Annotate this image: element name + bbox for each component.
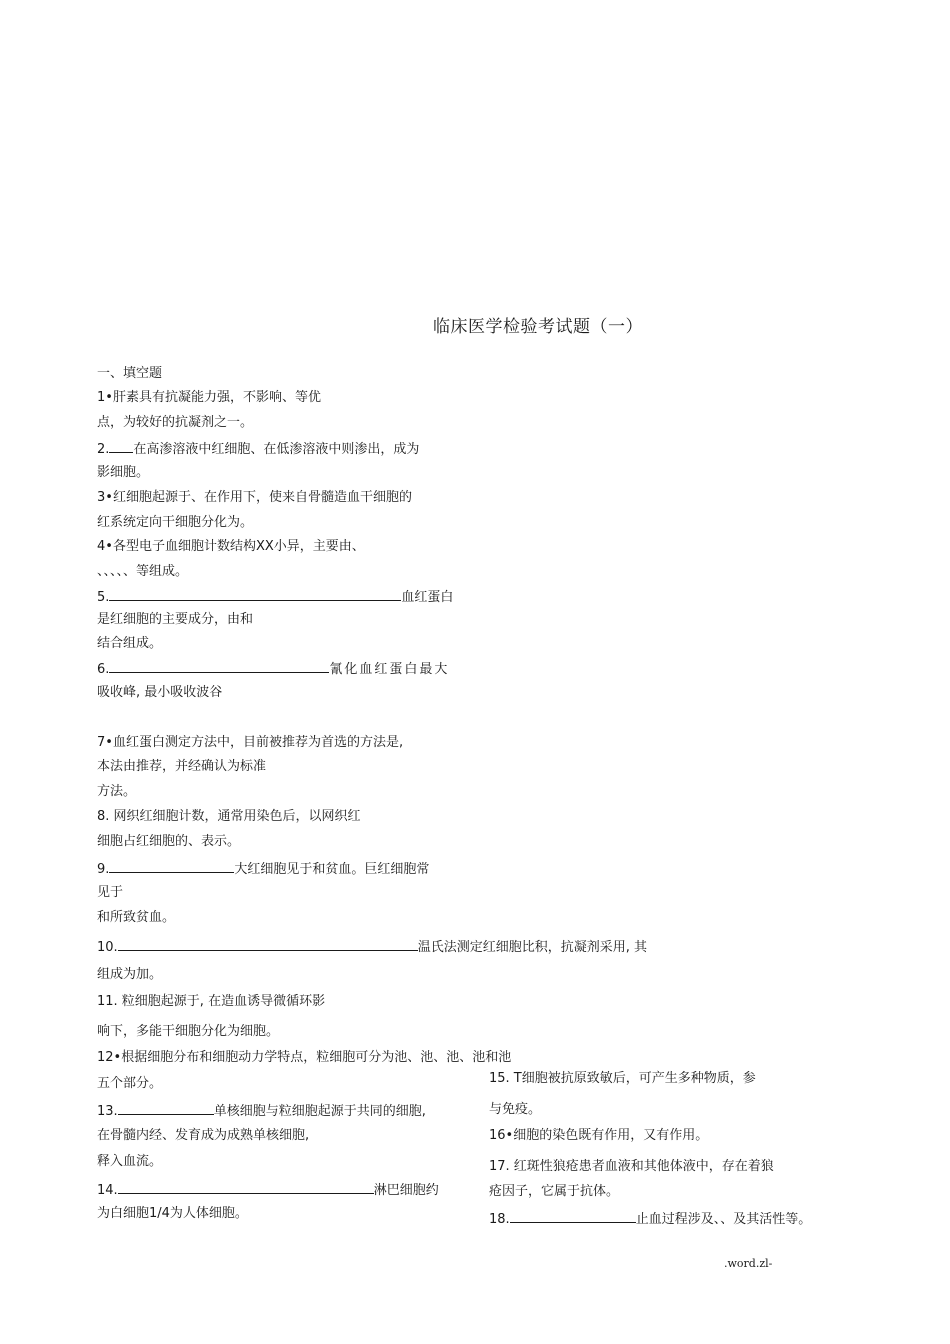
question-14-number: 14. (97, 1183, 118, 1198)
section-heading: 一、填空题 (97, 366, 163, 381)
question-1-line-2: 点，为较好的抗凝剂之一。 (97, 415, 254, 430)
question-2-line-2: 影细胞。 (97, 465, 150, 480)
question-8-line-2: 细胞占红细胞的、表示。 (97, 834, 241, 849)
question-9-line-2: 见于 (97, 885, 124, 900)
question-5-number: 5. (97, 590, 110, 605)
question-14-line-2: 为白细胞1/4为人体细胞。 (97, 1206, 248, 1221)
question-7-line-1: 7•血红蛋白测定方法中，目前被推荐为首选的方法是, (97, 735, 404, 750)
question-4-line-2: 、、、、、等组成。 (97, 564, 189, 579)
question-16-line-1: 16•细胞的染色既有作用，又有作用。 (489, 1128, 709, 1143)
question-13-line-3: 释入血流。 (97, 1154, 163, 1169)
question-14-line-1 (97, 1181, 439, 1199)
question-5-text: 血红蛋白 (401, 590, 454, 605)
question-1-line-1: 1•肝素具有抗凝能力强，不影响、等优 (97, 390, 321, 405)
question-18-text: 止血过程涉及、、及其活性等。 (635, 1212, 812, 1227)
answer-blank (118, 1181, 374, 1194)
answer-blank (118, 938, 418, 951)
question-10-number: 10. (97, 940, 118, 955)
question-6-number: 6. (97, 662, 110, 677)
answer-blank (510, 1210, 636, 1223)
page-footer: .word.zl- (724, 1257, 773, 1270)
answer-blank (109, 588, 401, 601)
question-13-line-2: 在骨髓内经、发育成为成熟单核细胞, (97, 1128, 310, 1143)
question-7-line-2: 本法由推荐，并经确认为标准 (97, 759, 267, 774)
question-5-line-1 (97, 588, 453, 606)
question-14-text: 淋巴细胞约 (373, 1183, 439, 1198)
question-6-line-2: 吸收峰, 最小吸收波谷 (97, 685, 223, 700)
question-13-text: 单核细胞与粒细胞起源于共同的细胞, (213, 1104, 426, 1119)
question-8-line-1: 8. 网织红细胞计数，通常用染色后，以网织红 (97, 809, 361, 824)
answer-blank (109, 440, 133, 453)
question-13-number: 13. (97, 1104, 118, 1119)
answer-blank (109, 660, 329, 673)
question-15-line-1: 15. T细胞被抗原致敏后，可产生多种物质，参 (489, 1071, 756, 1086)
question-5-line-2: 是红细胞的主要成分，由和 (97, 612, 254, 627)
question-11-line-1: 11. 粒细胞起源于, 在造血诱导微循环影 (97, 994, 326, 1009)
question-10-line-1 (97, 938, 647, 956)
question-9-line-3: 和所致贫血。 (97, 910, 176, 925)
document-title: 临床医学检验考试题（一） (433, 317, 643, 337)
question-15-line-2: 与免疫。 (489, 1102, 542, 1117)
question-4-line-1: 4•各型电子血细胞计数结构XX小异，主要由、 (97, 539, 365, 554)
question-9-line-1 (97, 860, 429, 878)
question-11-line-2: 响下，多能干细胞分化为细胞。 (97, 1024, 280, 1039)
question-12-line-2: 五个部分。 (97, 1076, 163, 1091)
question-5-line-3: 结合组成。 (97, 636, 163, 651)
question-6-text: 氰化血红蛋白最大 (329, 662, 450, 677)
question-10-text: 温氏法测定红细胞比积，抗凝剂采用, 其 (417, 940, 647, 955)
question-7-line-3: 方法。 (97, 784, 137, 799)
question-13-line-1 (97, 1102, 426, 1120)
question-17-line-1: 17. 红斑性狼疮患者血液和其他体液中，存在着狼 (489, 1159, 774, 1174)
question-2-text: 在高渗溶液中红细胞、在低渗溶液中则渗出，成为 (133, 442, 420, 457)
question-10-line-2: 组成为加。 (97, 967, 163, 982)
question-3-line-2: 红系统定向干细胞分化为。 (97, 515, 254, 530)
question-9-text: 大红细胞见于和贫血。巨红细胞常 (234, 862, 430, 877)
question-6-line-1 (97, 660, 449, 678)
question-18-number: 18. (489, 1212, 510, 1227)
answer-blank (109, 860, 234, 873)
question-17-line-2: 疮因子，它属于抗体。 (489, 1184, 620, 1199)
question-2-number: 2. (97, 442, 110, 457)
question-2-line-1 (97, 440, 419, 458)
answer-blank (118, 1102, 214, 1115)
question-3-line-1: 3•红细胞起源于、在作用下，使来自骨髓造血干细胞的 (97, 490, 412, 505)
question-18-line-1 (489, 1210, 811, 1228)
question-9-number: 9. (97, 862, 110, 877)
question-12-line-1: 12•根据细胞分布和细胞动力学特点，粒细胞可分为池、池、池、池和池 (97, 1050, 512, 1065)
